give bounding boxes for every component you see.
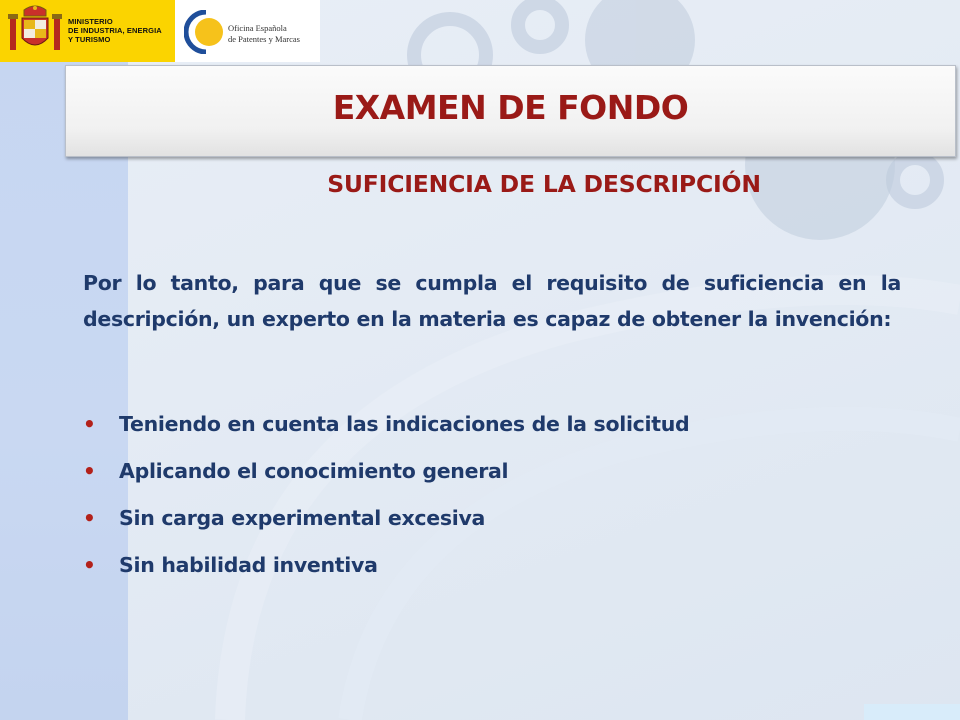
bullet-text: Teniendo en cuenta las indicaciones de la solicitud bbox=[119, 412, 690, 436]
bullet-text: Sin habilidad inventiva bbox=[119, 553, 378, 577]
oepm-logo bbox=[180, 6, 316, 58]
coat-of-arms-icon bbox=[6, 4, 64, 58]
oepm-name: Oficina Española de Patentes y Marcas bbox=[228, 23, 300, 44]
bullet-text: Aplicando el conocimiento general bbox=[119, 459, 509, 483]
list-item bbox=[83, 452, 689, 499]
bullet-dot-icon: • bbox=[83, 412, 96, 436]
ministry-logo bbox=[0, 0, 175, 62]
bullet-text: Sin carga experimental excesiva bbox=[119, 506, 486, 530]
gear-icon bbox=[518, 3, 562, 47]
bullet-dot-icon: • bbox=[83, 506, 96, 530]
corner-tab bbox=[864, 704, 960, 720]
bullet-list bbox=[83, 405, 689, 593]
title-box bbox=[65, 65, 956, 157]
list-item bbox=[83, 546, 689, 593]
slide-subtitle: SUFICIENCIA DE LA DESCRIPCIÓN bbox=[327, 170, 761, 198]
intro-paragraph: Por lo tanto, para que se cumpla el requisito de suficiencia en la descripción, un experto en la materia es capaz de obtener la invención: bbox=[83, 271, 901, 331]
bullet-dot-icon: • bbox=[83, 553, 96, 577]
ministry-name: MINISTERIO DE INDUSTRIA, ENERGIA Y TURISMO bbox=[68, 17, 162, 44]
oepm-logo-icon bbox=[184, 10, 228, 54]
list-item bbox=[83, 405, 689, 452]
bullet-dot-icon: • bbox=[83, 459, 96, 483]
list-item bbox=[83, 499, 689, 546]
slide-title: EXAMEN DE FONDO bbox=[332, 88, 689, 127]
